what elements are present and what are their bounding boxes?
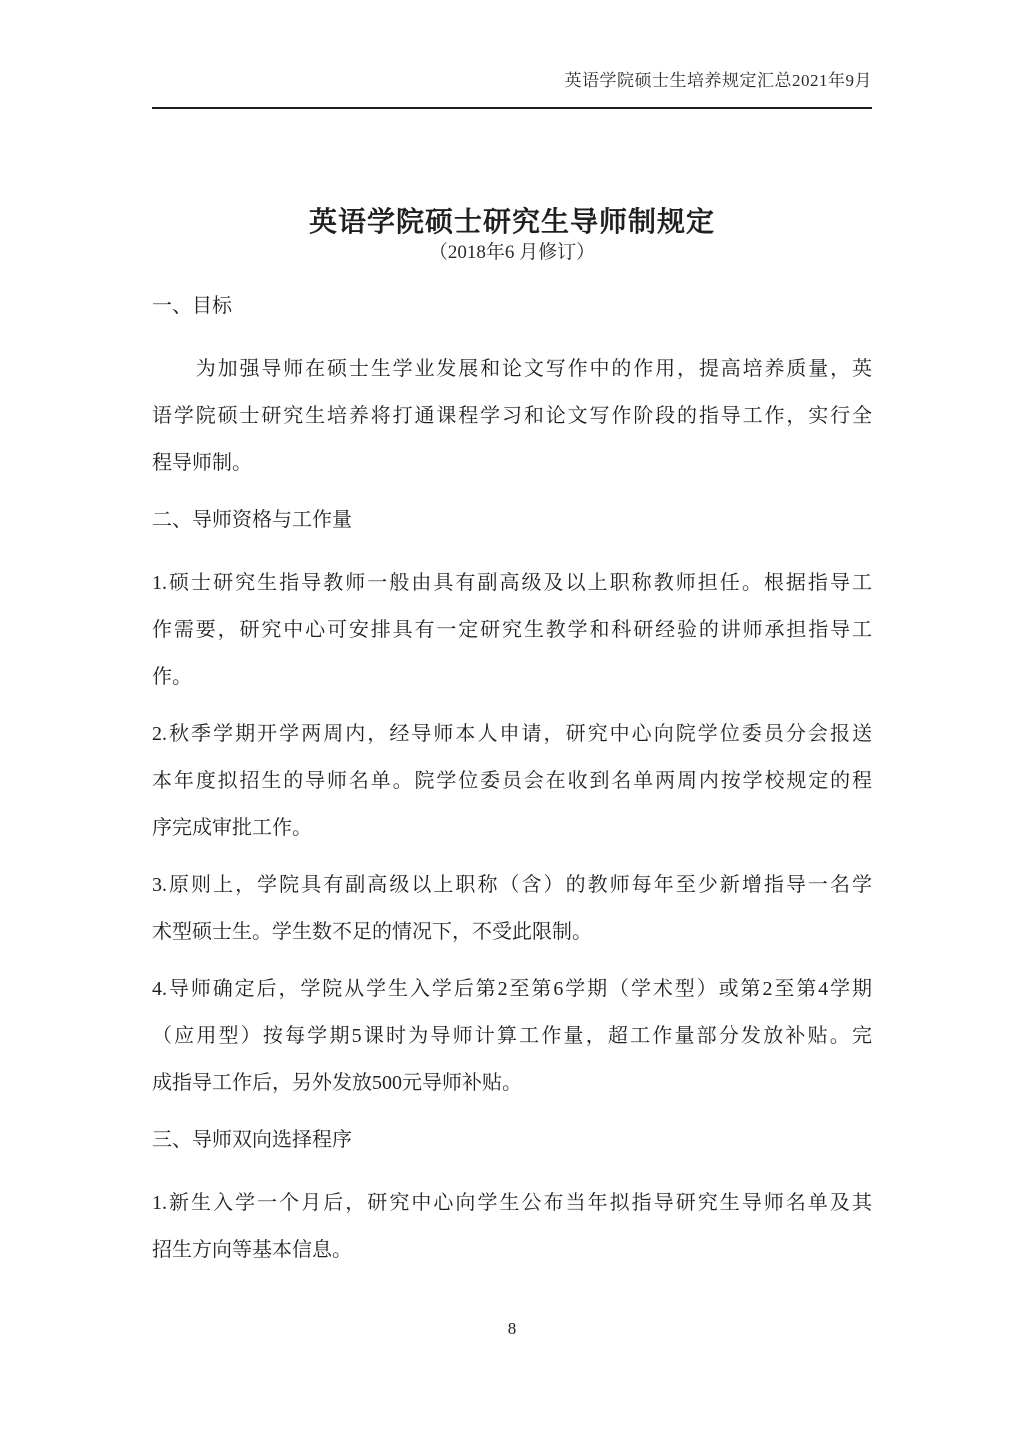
text-line: 本年度拟招生的导师名单。院学位委员会在收到名单两周内按学校规定的程 [152, 770, 872, 792]
paragraph-selection-1 [152, 1180, 872, 1274]
text-line: （应用型）按每学期5课时为导师计算工作量，超工作量部分发放补贴。完 [152, 1025, 872, 1047]
page-header [152, 0, 872, 109]
section-heading-2: 二、导师资格与工作量 [152, 509, 352, 531]
paragraph-qualification-3 [152, 862, 872, 956]
text-line: 序完成审批工作。 [152, 817, 312, 839]
text-line: 1.新生入学一个月后，研究中心向学生公布当年拟指导研究生导师名单及其 [152, 1192, 872, 1214]
page-number: 8 [507, 1319, 517, 1338]
document-body [152, 283, 872, 1274]
document-title: 英语学院硕士研究生导师制规定 [308, 207, 715, 238]
text-line: 作需要，研究中心可安排具有一定研究生教学和科研经验的讲师承担指导工 [152, 619, 872, 641]
text-line: 术型硕士生。学生数不足的情况下，不受此限制。 [152, 921, 592, 943]
title-block [0, 205, 1024, 265]
section-heading-3: 三、导师双向选择程序 [152, 1129, 352, 1151]
section-heading-1: 一、目标 [152, 295, 232, 317]
paragraph-qualification-2 [152, 711, 872, 852]
text-line: 1.硕士研究生指导教师一般由具有副高级及以上职称教师担任。根据指导工 [152, 572, 872, 594]
text-line: 2.秋季学期开学两周内，经导师本人申请，研究中心向院学位委员分会报送 [152, 723, 872, 745]
document-subtitle: （2018年6 月修订） [428, 242, 596, 263]
text-line: 成指导工作后，另外发放500元导师补贴。 [152, 1072, 522, 1094]
text-line: 为加强导师在硕士生学业发展和论文写作中的作用，提高培养质量，英 [152, 358, 872, 380]
text-line: 程导师制。 [152, 452, 252, 474]
header-running-title: 英语学院硕士生培养规定汇总2021年9月 [564, 71, 872, 90]
text-line: 4.导师确定后，学院从学生入学后第2至第6学期（学术型）或第2至第4学期 [152, 978, 872, 1000]
paragraph-qualification-4 [152, 966, 872, 1107]
text-line: 作。 [152, 666, 192, 688]
paragraph-goal [152, 346, 872, 487]
paragraph-qualification-1 [152, 560, 872, 701]
text-line: 3.原则上，学院具有副高级以上职称（含）的教师每年至少新增指导一名学 [152, 874, 872, 896]
text-line: 语学院硕士研究生培养将打通课程学习和论文写作阶段的指导工作，实行全 [152, 405, 872, 427]
text-line: 招生方向等基本信息。 [152, 1239, 352, 1261]
page-footer [0, 1318, 1024, 1340]
